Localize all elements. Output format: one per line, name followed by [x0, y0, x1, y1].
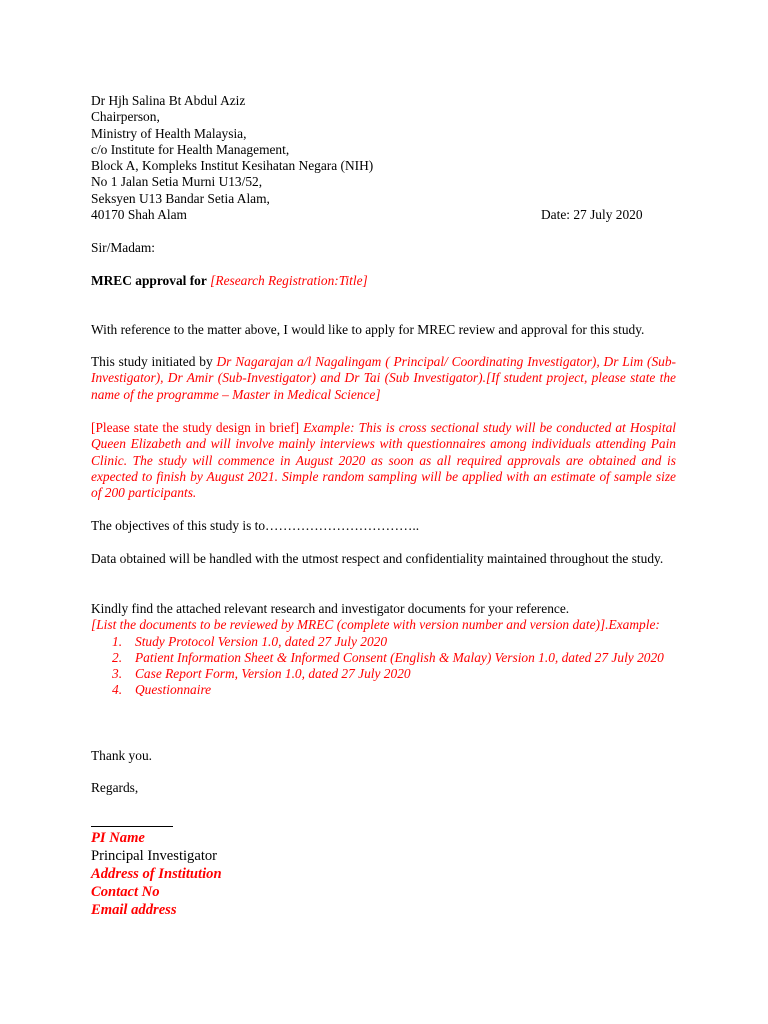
- contact-number-placeholder: Contact No: [91, 884, 160, 900]
- objectives-paragraph: The objectives of this study is to……………………………..: [91, 518, 420, 533]
- signature-line: [91, 826, 173, 827]
- list-item: [91, 650, 676, 666]
- address-line: Seksyen U13 Bandar Setia Alam,: [91, 190, 270, 206]
- email-address-placeholder: Email address: [91, 902, 177, 918]
- investigators-paragraph: [91, 354, 676, 403]
- list-item-text: Case Report Form, Version 1.0, dated 27 July 2020: [135, 666, 411, 682]
- investigators-prefix: This study initiated by: [91, 354, 213, 369]
- subject-line: [91, 273, 368, 289]
- documents-list: [91, 634, 676, 699]
- investigators-placeholder: Dr Nagarajan a/l Nagalingam ( Principal/ Coordinating Investigator), Dr Lim (Sub-Investigator), Dr Amir (Sub-Investigator) and Dr Tai (Sub Investigator).[If student project, please state the name of the programme – Master in Medical Science]: [91, 354, 676, 402]
- reference-paragraph: With reference to the matter above, I would like to apply for MREC review and approval for this study.: [91, 322, 645, 337]
- subject-title-placeholder: [Research Registration:Title]: [210, 273, 368, 288]
- letter-date: Date: 27 July 2020: [541, 207, 643, 222]
- address-line: Block A, Kompleks Institut Kesihatan Negara (NIH): [91, 158, 374, 174]
- list-item-text: Questionnaire: [135, 682, 212, 698]
- documents-section: [91, 601, 676, 699]
- pi-role: Principal Investigator: [91, 848, 218, 864]
- thank-you-text: Thank you.: [91, 748, 152, 763]
- study-design-paragraph: [91, 420, 676, 501]
- pi-name-placeholder: PI Name: [91, 830, 145, 846]
- study-design-example: Example: This is cross sectional study will be conducted at Hospital Queen Elizabeth and will involve mainly interviews with questionnaires among individuals attending Pain Clinic. The study will commence in August 2020 as soon as all required approvals are obtained and is expected to finish by August 2021. Simple random sampling will be applied with an estimate of sample size of 200 participants.: [91, 420, 676, 501]
- subject-label: MREC approval for: [91, 273, 207, 288]
- study-design-instruction: [Please state the study design in brief]: [91, 420, 300, 435]
- address-line: Ministry of Health Malaysia,: [91, 125, 247, 141]
- documents-list-instruction: [List the documents to be reviewed by MREC (complete with version number and version date)].Example:: [91, 617, 660, 633]
- address-line: c/o Institute for Health Management,: [91, 141, 290, 157]
- data-handling-paragraph: Data obtained will be handled with the utmost respect and confidentiality maintained throughout the study.: [91, 551, 664, 566]
- address-line: 40170 Shah Alam: [91, 207, 187, 223]
- list-number: 1.: [112, 633, 123, 649]
- list-number: 3.: [112, 666, 123, 682]
- list-number: 4.: [112, 682, 123, 698]
- signature-block: [91, 829, 222, 919]
- list-item: [91, 682, 676, 698]
- list-item-text: Study Protocol Version 1.0, dated 27 July 2020: [135, 633, 388, 649]
- address-line: No 1 Jalan Setia Murni U13/52,: [91, 174, 263, 190]
- address-line: Dr Hjh Salina Bt Abdul Aziz: [91, 93, 246, 108]
- regards-text: Regards,: [91, 780, 139, 795]
- address-line: Chairperson,: [91, 109, 160, 125]
- recipient-address: [91, 93, 373, 223]
- list-item: [91, 666, 676, 682]
- salutation: Sir/Madam:: [91, 240, 155, 255]
- attached-documents-text: Kindly find the attached relevant research and investigator documents for your reference.: [91, 601, 570, 616]
- list-item-text: Patient Information Sheet & Informed Consent (English & Malay) Version 1.0, dated 27 July 2020: [135, 649, 664, 665]
- list-item: [91, 634, 676, 650]
- list-number: 2.: [112, 649, 123, 665]
- institution-address-placeholder: Address of Institution: [91, 866, 222, 882]
